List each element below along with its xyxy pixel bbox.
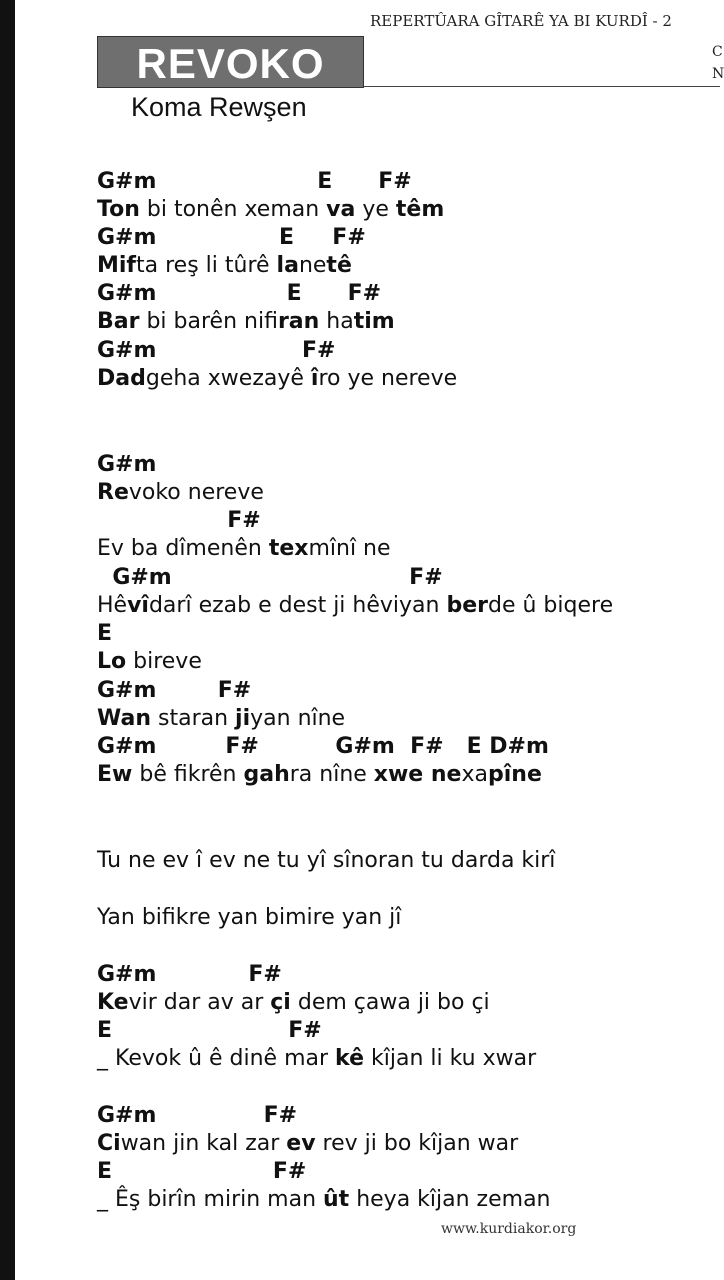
stressed-syllable: kê [335,1046,365,1071]
stressed-syllable: xwe ne [373,762,462,787]
stressed-syllable: Dad [97,366,146,391]
stressed-syllable: tê [326,253,352,278]
running-header: REPERTÛARA GÎTARÊ YA BI KURDÎ - 2 [370,12,672,30]
lyric-text: darî ezab e dest ji hêviyan [148,593,447,618]
stressed-syllable: ran [277,309,320,334]
chord-line: G#m [97,452,157,477]
chord-line: G#m F# [97,678,252,703]
lyric-line [97,648,202,676]
lyric-line [97,479,264,507]
lyric-text: _ Kevok û ê dinê mar [97,1046,336,1071]
stressed-syllable: têm [395,197,445,222]
chord-line: G#m F# [97,1103,298,1128]
lyric-text: bi barên nifi [139,309,278,334]
song-title: REVOKO [136,40,325,87]
stressed-syllable: vî [127,593,149,618]
stressed-syllable: ber [446,593,488,618]
lyric-text: xa [461,762,488,787]
lyric-text: mînî ne [308,536,391,561]
lyric-line [97,847,555,875]
stressed-syllable: Ew [97,762,133,787]
lyric-text: Tu ne ev î ev ne tu yî sînoran tu darda kirî [97,848,556,873]
lyric-text: Ev ba dîmenên [97,536,269,561]
chord-line: G#m E F# [97,169,412,194]
clipped-edge-text-2: N [712,66,724,82]
lyric-line [97,904,401,932]
lyric-text: bê fikrên [132,762,244,787]
lyric-text: de û biqere [488,593,614,618]
chord-line: G#m F# [97,962,282,987]
stressed-syllable: Mif [97,253,137,278]
chord-line: E F# [97,1159,307,1184]
lyric-line [97,1186,551,1214]
lyric-text: staran [151,706,236,731]
chord-line: G#m F# G#m F# E D#m [97,734,549,759]
stressed-syllable: Re [97,480,129,505]
artist-name: Koma Rewşen [131,92,307,122]
stressed-syllable: ji [235,706,251,731]
lyric-text: ye [355,197,396,222]
stressed-syllable: Bar [97,309,140,334]
lyric-line [97,1130,518,1158]
lyric-text: dem çawa ji bo çi [290,990,490,1015]
stressed-syllable: la [276,253,299,278]
lyric-text: _ Êş birîn mirin man [97,1187,324,1212]
lyric-line [97,252,352,280]
chord-line: G#m E F# [97,281,382,306]
header-rule [364,86,720,87]
lyric-line [97,365,457,393]
stressed-syllable: ev [286,1131,316,1156]
lyric-line [97,761,542,789]
lyric-text: heya kîjan zeman [349,1187,551,1212]
lyric-line [97,535,391,563]
lyric-text: voko nereve [128,480,264,505]
stressed-syllable: pîne [488,762,542,787]
lyric-text: ha [319,309,354,334]
lyric-line [97,592,613,620]
lyric-text: bireve [126,649,202,674]
lyric-text: Hê [97,593,128,618]
lyric-line [97,196,444,224]
lyric-line [97,308,395,336]
stressed-syllable: Ci [97,1131,121,1156]
stressed-syllable: Lo [97,649,127,674]
chord-line: G#m E F# [97,225,366,250]
lyric-text: ne [298,253,327,278]
lyric-text: vir dar av ar [128,990,271,1015]
lyric-text: yan nîne [250,706,346,731]
chord-line: G#m F# [97,338,336,363]
lyric-text: ro ye nereve [318,366,458,391]
stressed-syllable: Ton [97,197,140,222]
lyric-text: kîjan li ku xwar [364,1046,537,1071]
stressed-syllable: çi [270,990,291,1015]
lyric-line [97,1045,536,1073]
lyric-text: bi tonên xeman [139,197,327,222]
stressed-syllable: Ke [97,990,129,1015]
lyric-text: geha xwezayê [145,366,311,391]
stressed-syllable: Wan [97,706,151,731]
lyric-text: ta reş li tûrê [136,253,277,278]
chord-line: E F# [97,1018,322,1043]
clipped-edge-text-1: C [712,44,723,60]
stressed-syllable: tim [353,309,395,334]
lyric-text: Yan bifikre yan bimire yan jî [97,905,402,930]
lyric-line [97,705,345,733]
lyric-text: rev ji bo kîjan war [315,1131,519,1156]
stressed-syllable: tex [268,536,309,561]
song-title-box [97,36,364,88]
left-edge-bar [0,0,15,1280]
stressed-syllable: gah [243,762,290,787]
lyric-text: wan jin kal zar [120,1131,287,1156]
lyric-text: ra nîne [289,762,374,787]
lyric-line [97,989,490,1017]
stressed-syllable: va [326,197,356,222]
stressed-syllable: ût [323,1187,350,1212]
footer-url: www.kurdiakor.org [441,1221,577,1237]
chord-line: E [97,621,113,646]
stressed-syllable: î [310,366,319,391]
chord-line: F# [97,508,261,533]
chord-line: G#m F# [97,565,443,590]
